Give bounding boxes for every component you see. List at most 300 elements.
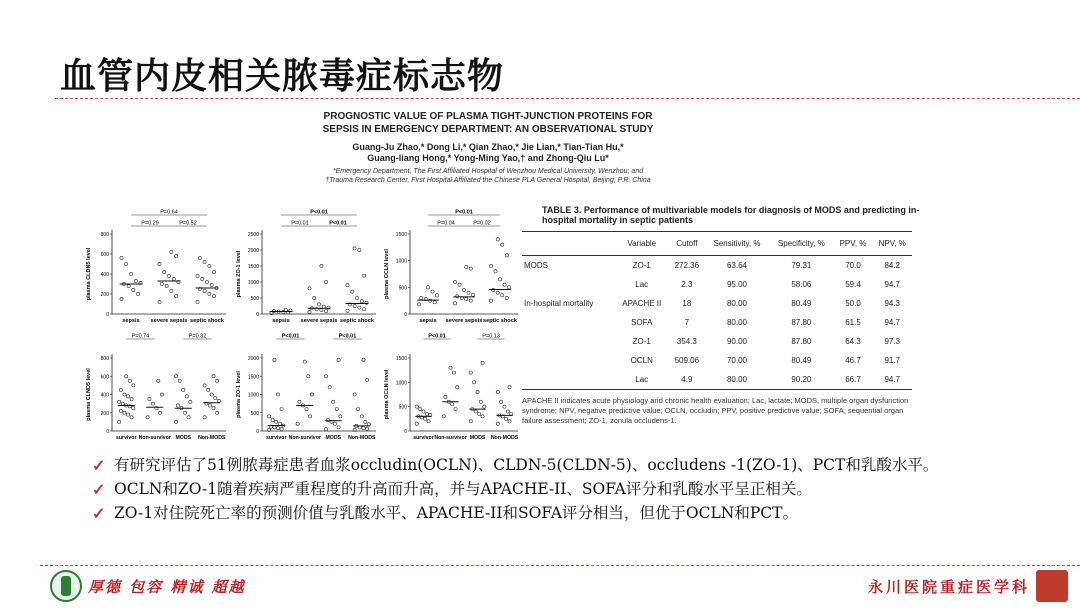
data-point	[458, 283, 461, 286]
data-point	[469, 267, 472, 270]
footer-motto: 厚德 包容 精诚 超越	[88, 578, 246, 596]
x-tick-label: Non-survivor	[288, 435, 321, 441]
data-point	[431, 290, 434, 293]
table-cell: 7	[684, 318, 690, 327]
table-cell: ZO-1	[632, 337, 651, 346]
table-cell: 354.3	[676, 337, 697, 346]
p-value-label: P<0.01	[455, 209, 473, 216]
table-cell: APACHE II	[622, 299, 662, 308]
data-point	[496, 238, 499, 241]
data-point	[483, 405, 486, 408]
data-point	[422, 410, 425, 413]
data-point	[333, 422, 336, 425]
data-point	[303, 360, 306, 363]
table-row	[522, 370, 912, 390]
data-point	[126, 413, 129, 416]
data-point	[469, 299, 472, 302]
table-cell: In-hospital mortality	[524, 299, 594, 308]
table-cell: 58.06	[791, 280, 812, 289]
table-cell: 80.49	[791, 356, 812, 365]
data-point	[353, 247, 356, 250]
table-row	[522, 294, 912, 313]
data-point	[213, 270, 216, 273]
data-point	[364, 420, 367, 423]
table-cell: OCLN	[630, 356, 653, 365]
x-tick-label: septic shock	[483, 318, 517, 324]
data-point	[123, 411, 126, 414]
table-cell: 509.06	[674, 356, 700, 365]
y-tick-label: 0	[256, 312, 259, 318]
paper-title	[288, 110, 688, 136]
plot-ocln-outcome	[380, 330, 522, 445]
table-cell: 87.80	[791, 337, 812, 346]
data-point	[465, 297, 468, 300]
bullet-text: OCLN和ZO-1随着疾病严重程度的升高而升高，并与APACHE-II、SOFA评分和乳酸水平呈正相关。	[114, 480, 812, 498]
y-tick-label: 2500	[247, 232, 259, 238]
data-point	[148, 397, 151, 400]
data-point	[444, 395, 447, 398]
x-tick-label: Non-MODS	[348, 435, 376, 441]
x-tick-label: severe sepsis	[300, 318, 338, 324]
data-point	[310, 393, 313, 396]
data-point	[305, 408, 308, 411]
paper-title-line2: SEPSIS IN EMERGENCY DEPARTMENT: AN OBSERVATIONAL STUDY	[322, 124, 654, 135]
y-tick-label: 1500	[395, 356, 407, 362]
table-cell: 66.7	[845, 375, 861, 384]
data-point	[357, 408, 360, 411]
data-point	[119, 409, 122, 412]
data-point	[415, 422, 418, 425]
title-divider	[55, 98, 1080, 99]
data-point	[280, 428, 283, 431]
check-icon: ✓	[92, 504, 106, 523]
data-point	[508, 420, 511, 423]
data-point	[360, 300, 363, 303]
data-point	[425, 412, 428, 415]
data-point	[442, 415, 445, 418]
p-value-label: P=0.52	[179, 220, 197, 227]
table-cell: 80.49	[791, 299, 812, 308]
data-point	[467, 291, 470, 294]
table-cell: 18	[682, 299, 692, 308]
data-point	[479, 400, 482, 403]
data-point	[203, 416, 206, 419]
x-tick-label: MODS	[469, 435, 486, 441]
x-tick-label: severe sepsis	[150, 318, 188, 324]
table-row	[522, 332, 912, 351]
data-point	[449, 366, 452, 369]
table-header-cell: NPV, %	[878, 239, 906, 248]
data-point	[298, 400, 301, 403]
data-point	[151, 402, 154, 405]
p-value-label: P=0.32	[188, 333, 207, 340]
data-point	[119, 388, 122, 391]
y-tick-label: 1500	[395, 232, 407, 238]
y-axis-label: plasma ZO-1 level	[236, 371, 242, 418]
data-point	[307, 375, 310, 378]
table-cell: 94.7	[884, 318, 901, 327]
data-point	[170, 250, 173, 253]
footer-divider	[40, 565, 1080, 566]
data-point	[365, 427, 368, 430]
table-row	[522, 275, 912, 294]
table-header-cell: Sensitivity, %	[713, 239, 761, 248]
data-point	[208, 404, 211, 407]
data-point	[474, 410, 477, 413]
data-point	[132, 384, 135, 387]
data-point	[120, 256, 123, 259]
x-tick-label: MODS	[175, 435, 192, 441]
y-tick-label: 0	[106, 429, 109, 435]
y-tick-label: 1500	[247, 264, 259, 270]
y-tick-label: 200	[100, 410, 109, 417]
data-point	[217, 399, 220, 402]
data-point	[498, 278, 501, 281]
p-value-label: P=0.64	[160, 209, 178, 216]
data-point	[189, 400, 192, 403]
table-cell: 79.31	[791, 261, 812, 270]
data-point	[207, 388, 210, 391]
data-point	[208, 292, 211, 295]
data-point	[358, 306, 361, 309]
y-tick-label: 500	[250, 410, 259, 417]
table-cell: 94.7	[884, 280, 901, 289]
data-point	[175, 375, 178, 378]
data-point	[417, 303, 420, 306]
data-point	[503, 405, 506, 408]
table-note: APACHE II indicates acute physiology and chronic health evaluation; Lac, lactate; MODS, multiple organ dysfunction syndrome; NPV, negative predictive value; OCLN, occludin; PPV, positive predictive value; SOFA, sequential organ failure assessment; ZO-1, zonula occludens-1.	[522, 396, 909, 425]
table-cell: 64.3	[845, 337, 861, 346]
table-cell: 97.3	[884, 337, 901, 346]
data-point	[175, 420, 178, 423]
data-point	[175, 254, 178, 257]
data-point	[503, 283, 506, 286]
data-point	[276, 426, 279, 429]
data-point	[358, 248, 361, 251]
data-point	[496, 390, 499, 393]
data-point	[335, 408, 338, 411]
table-header-cell	[522, 232, 615, 256]
data-point	[308, 287, 311, 290]
p-value-label: P<0.01	[329, 220, 347, 227]
table-cell: ZO-1	[632, 261, 651, 270]
data-point	[160, 393, 163, 396]
data-point	[355, 296, 358, 299]
data-point	[481, 361, 484, 364]
x-tick-label: MODS	[325, 435, 342, 441]
paper-header	[288, 110, 688, 185]
table-cell: 70.00	[726, 356, 747, 365]
data-point	[158, 300, 161, 303]
p-value-label: P<0.01	[281, 333, 300, 340]
paper-affil-line2: †Trauma Research Center, First Hospital Affiliated the Chinese PLA General Hospital, Beijing, P.R. China	[325, 177, 651, 184]
table-cell: 63.64	[726, 261, 747, 270]
data-point	[469, 371, 472, 374]
p-value-label: P=0.13	[482, 333, 500, 340]
data-point	[506, 410, 509, 413]
bullet-item	[92, 455, 1042, 476]
data-point	[137, 292, 140, 295]
p-value-label: P<0.01	[428, 333, 446, 340]
table-cell: SOFA	[631, 318, 653, 327]
seal-icon	[1036, 570, 1068, 602]
data-point	[508, 386, 511, 389]
paper-affil-line1: *Emergency Department, The First Affiliated Hospital of Wenzhou Medical University, Wenzhou; and	[332, 168, 644, 175]
table-cell: 46.7	[845, 356, 861, 365]
data-point	[210, 393, 213, 396]
data-point	[213, 294, 216, 297]
x-tick-label: survivor	[266, 435, 287, 441]
data-point	[120, 297, 123, 300]
data-point	[121, 402, 124, 405]
data-point	[489, 264, 492, 267]
data-point	[454, 408, 457, 411]
data-point	[165, 284, 168, 287]
y-tick-label: 500	[250, 296, 259, 302]
data-point	[325, 310, 328, 313]
table-cell: 91.7	[884, 356, 901, 365]
data-point	[429, 299, 432, 302]
data-point	[308, 415, 311, 418]
data-point	[501, 243, 504, 246]
table-cell: 94.3	[884, 299, 901, 308]
data-point	[187, 416, 190, 419]
x-tick-label: Non-survivor	[434, 435, 467, 441]
table-caption: TABLE 3. Performance of multivariable models for diagnosis of MODS and predicting in-hospital mortality in septic patients	[542, 205, 920, 225]
data-point	[332, 400, 335, 403]
table-cell: Lac	[635, 280, 649, 289]
plot-cldn5-severity	[82, 206, 230, 328]
data-point	[351, 290, 354, 293]
data-point	[158, 411, 161, 414]
data-point	[278, 422, 281, 425]
p-value-label: P<0.01	[310, 209, 328, 216]
paper-title-line1: PROGNOSTIC VALUE OF PLASMA TIGHT-JUNCTION PROTEINS FOR	[323, 111, 653, 122]
data-point	[481, 415, 484, 418]
chart-svg	[82, 330, 230, 445]
data-point	[433, 301, 436, 304]
data-point	[129, 272, 132, 275]
data-point	[346, 309, 349, 312]
x-tick-label: Non-MODS	[198, 435, 226, 441]
data-point	[469, 420, 472, 423]
y-axis-label: plasma CLDN5 level	[86, 247, 92, 301]
data-point	[196, 274, 199, 277]
data-point	[462, 288, 465, 291]
table-cell: 87.80	[791, 318, 812, 327]
data-point	[346, 284, 349, 287]
data-point	[118, 400, 121, 403]
paper-authors-line2: Guang-liang Hong,* Yong-Ming Yao,† and Zhong-Qiu Lu*	[367, 153, 609, 163]
y-tick-label: 1000	[247, 280, 259, 286]
table-cell: 4.9	[681, 375, 693, 384]
data-point	[146, 416, 149, 419]
plot-ocln-severity	[380, 206, 522, 328]
x-tick-label: sepsis	[419, 318, 437, 324]
plot-cldn5-outcome	[82, 330, 230, 445]
table-cell: 80.00	[726, 375, 747, 384]
table-cell: 90.20	[791, 375, 812, 384]
table-header-cell: Cutoff	[676, 239, 698, 248]
table-cell	[522, 351, 615, 370]
y-tick-label: 400	[100, 272, 109, 278]
table	[522, 231, 912, 390]
table-cell: 70.0	[845, 261, 861, 270]
data-point	[212, 375, 215, 378]
data-point	[276, 393, 279, 396]
data-point	[478, 412, 481, 415]
data-point	[215, 379, 218, 382]
y-tick-label: 2000	[247, 248, 259, 254]
x-tick-label: sepsis	[272, 318, 290, 324]
data-point	[185, 395, 188, 398]
y-axis-label: plasma CLND5 level	[86, 368, 92, 421]
table-row	[522, 313, 912, 332]
y-axis-label: plasma OCLN level	[384, 369, 390, 420]
p-value-label: P=0.01	[291, 220, 309, 227]
table-body	[522, 256, 912, 390]
data-point	[126, 395, 129, 398]
data-point	[451, 403, 454, 406]
data-point	[118, 420, 121, 423]
footer-department: 永川医院重症医学科	[867, 578, 1030, 596]
table-cell	[522, 370, 615, 390]
bullet-item	[92, 479, 1042, 500]
table-cell: Lac	[635, 375, 649, 384]
data-point	[456, 386, 459, 389]
table-cell: 61.5	[845, 318, 861, 327]
data-point	[505, 417, 508, 420]
data-point	[473, 381, 476, 384]
data-point	[170, 289, 173, 292]
data-point	[198, 256, 201, 259]
table-cell	[522, 275, 615, 294]
data-point	[496, 422, 499, 425]
y-tick-label: 600	[100, 252, 109, 258]
chart-svg	[380, 330, 522, 445]
data-point	[125, 262, 128, 265]
data-point	[424, 417, 427, 420]
data-point	[501, 294, 504, 297]
data-point	[337, 426, 340, 429]
data-point	[205, 280, 208, 283]
data-point	[210, 283, 213, 286]
data-point	[325, 428, 328, 431]
x-tick-label: septic shock	[190, 318, 224, 324]
data-point	[128, 379, 131, 382]
table-cell: 94.7	[884, 375, 901, 384]
data-point	[426, 286, 429, 289]
data-point	[296, 422, 299, 425]
table-cell: 95.00	[726, 280, 747, 289]
data-point	[158, 262, 161, 265]
data-point	[353, 304, 356, 307]
table-cell: 59.4	[845, 280, 861, 289]
data-point	[496, 291, 499, 294]
paper-authors	[288, 142, 688, 164]
data-point	[203, 289, 206, 292]
data-point	[337, 358, 340, 361]
data-point	[325, 280, 328, 283]
data-point	[453, 302, 456, 305]
data-point	[130, 416, 133, 419]
data-point	[363, 274, 366, 277]
data-point	[489, 299, 492, 302]
bullet-text: ZO-1对住院死亡率的预测价值与乳酸水平、APACHE-II和SOFA评分相当，但优于OCLN和PCT。	[114, 504, 798, 522]
data-point	[353, 393, 356, 396]
chart-svg	[380, 206, 522, 328]
table-cell: 84.2	[884, 261, 901, 270]
y-tick-label: 0	[404, 312, 407, 318]
x-tick-label: sepsis	[122, 318, 140, 324]
y-tick-label: 400	[100, 392, 109, 399]
data-point	[494, 270, 497, 273]
data-point	[362, 358, 365, 361]
data-point	[132, 288, 135, 291]
check-icon: ✓	[92, 456, 106, 475]
data-point	[435, 294, 438, 297]
data-point	[160, 282, 163, 285]
data-point	[167, 274, 170, 277]
hospital-logo-icon	[50, 570, 82, 602]
data-point	[365, 378, 368, 381]
data-point	[308, 310, 311, 313]
data-point	[427, 420, 430, 423]
data-point	[453, 280, 456, 283]
bullet-item	[92, 503, 1042, 524]
x-tick-label: Non-MODS	[490, 435, 519, 441]
data-point	[362, 426, 365, 429]
data-point	[320, 264, 323, 267]
p-value-label: P=0.29	[141, 220, 159, 227]
y-tick-label: 0	[106, 312, 109, 318]
data-point	[203, 260, 206, 263]
table-cell: 80.00	[726, 318, 747, 327]
data-point	[507, 286, 510, 289]
data-point	[452, 371, 455, 374]
y-tick-label: 1000	[395, 258, 407, 265]
data-point	[419, 408, 422, 411]
data-point	[176, 404, 179, 407]
p-value-label: P=0.04	[437, 220, 455, 227]
y-tick-label: 500	[398, 285, 407, 292]
y-axis-label: plasma OCLN level	[384, 249, 390, 299]
data-point	[505, 296, 508, 299]
data-point	[325, 375, 328, 378]
table-header-cell: Variable	[627, 239, 657, 248]
data-point	[476, 390, 479, 393]
data-point	[420, 296, 423, 299]
p-value-label: P<0.01	[338, 333, 357, 340]
data-point	[320, 309, 323, 312]
y-tick-label: 600	[100, 374, 109, 381]
data-point	[280, 408, 283, 411]
data-point	[471, 293, 474, 296]
data-point	[175, 294, 178, 297]
data-point	[130, 397, 133, 400]
table-header-cell: Specificity, %	[777, 239, 825, 248]
table-cell: 272.36	[674, 261, 700, 270]
paper-authors-line1: Guang-Ju Zhao,* Dong Li,* Qian Zhao,* Jie Lian,* Tian-Tian Hu,*	[352, 142, 624, 152]
x-tick-label: survivor	[116, 435, 137, 441]
data-point	[163, 270, 166, 273]
table-cell	[522, 313, 615, 332]
y-tick-label: 0	[404, 429, 407, 435]
table-row	[522, 256, 912, 276]
y-tick-label: 1000	[247, 392, 259, 399]
data-point	[456, 295, 459, 298]
data-point	[172, 277, 175, 280]
